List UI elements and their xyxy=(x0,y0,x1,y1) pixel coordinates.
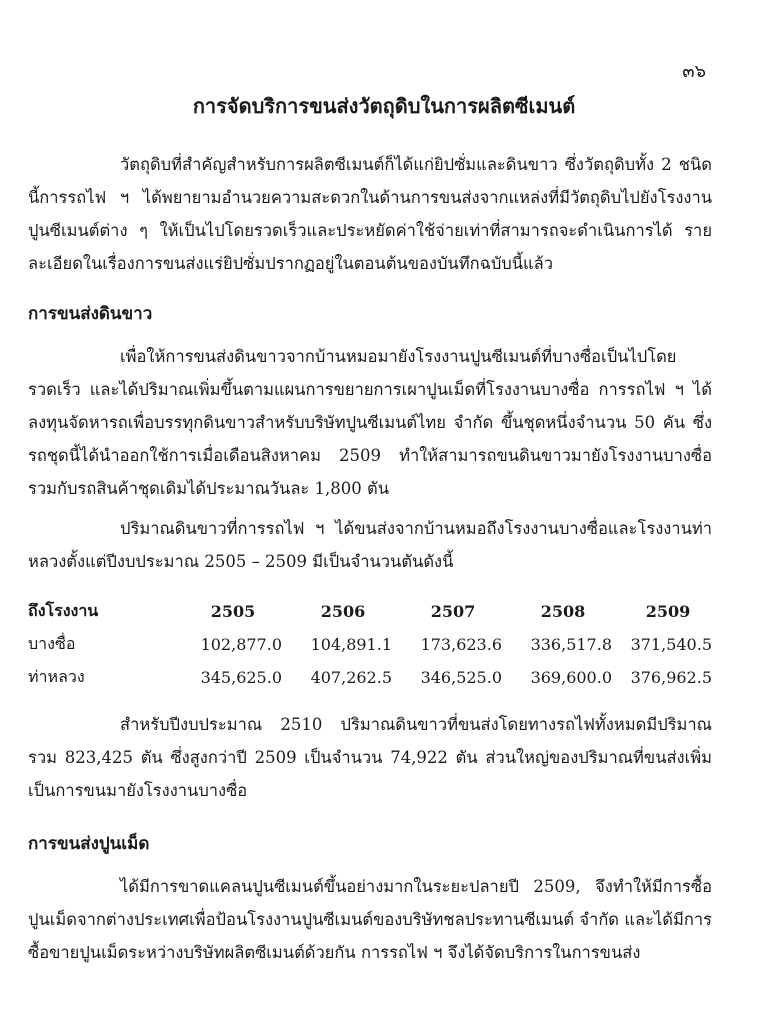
section-heading-kaolin: การขนส่งดินขาว xyxy=(28,304,153,324)
table-cell: 371,540.5 xyxy=(630,635,712,654)
table-cell: 346,525.0 xyxy=(420,668,502,687)
table-cell: 104,891.1 xyxy=(310,635,392,654)
table-cell: 102,877.0 xyxy=(200,635,282,654)
table-header-cell: 2509 xyxy=(645,602,691,621)
table-header-cell: 2505 xyxy=(210,602,256,621)
table-cell: 345,625.0 xyxy=(200,668,282,687)
kaolin-paragraph-3: สำหรับปีงบประมาณ 2510 ปริมาณดินขาวที่ขนส่งโดยทางรถไฟทั้งหมดมีปริมาณรวม 823,425 ตัน ซึ่งสูงกว่าปี 2509 เป็นจำนวน 74,922 ตัน ส่วนใหญ่ของปริมาณที่ขนส่งเพิ่มเป็นการขนมายังโรงงานบางซื่อ xyxy=(28,715,712,800)
table-cell: ท่าหลวง xyxy=(28,667,85,686)
section-heading-clinker: การขนส่งปูนเม็ด xyxy=(28,834,150,854)
intro-paragraph: วัตถุดิบที่สำคัญสำหรับการผลิตซีเมนต์ก็ได้แก่ยิปซั่มและดินขาว ซึ่งวัตถุดิบทั้ง 2 ชนิดนี้การรถไฟ ฯ ได้พยายามอำนวยความสะดวกในด้านการขนส่งจากแหล่งที่มีวัตถุดิบไปยังโรงงานปูนซีเมนต์ต่าง ๆ ให้เป็นไปโดยรวดเร็วและประหยัดค่าใช้จ่ายเท่าที่สามารถจะดำเนินการได้ รายละเอียดในเรื่องการขนส่งแร่ยิปซั่มปรากฏอยู่ในตอนต้นของบันทึกฉบับนี้แล้ว xyxy=(28,155,712,273)
table-cell: 173,623.6 xyxy=(420,635,502,654)
table-cell: 376,962.5 xyxy=(630,668,712,687)
kaolin-paragraph-2: ปริมาณดินขาวที่การรถไฟ ฯ ได้ขนส่งจากบ้านหมอถึงโรงงานบางซื่อและโรงงานท่าหลวงตั้งแต่ปีงบประมาณ 2505 – 2509 มีเป็นจำนวนตันดังนี้ xyxy=(28,519,712,571)
table-header-cell: ถึงโรงงาน xyxy=(28,601,99,620)
page-number: ๓๖ xyxy=(682,61,706,82)
kaolin-paragraph-1: เพื่อให้การขนส่งดินขาวจากบ้านหมอมายังโรงงานปูนซีเมนต์ที่บางซื่อเป็นไปโดยรวดเร็ว และได้ปริมาณเพิ่มขึ้นตามแผนการขยายการเผาปูนเม็ดที่โรงงานบางซื่อ การรถไฟ ฯ ได้ลงทุนจัดหารถเพื่อบรรทุกดินขาวสำหรับบริษัทปูนซีเมนต์ไทย จำกัด ขึ้นชุดหนึ่งจำนวน 50 คัน ซึ่งรถชุดนี้ได้นำออกใช้การเมื่อเดือนสิงหาคม 2509 ทำให้สามารถขนดินขาวมายังโรงงานบางซื่อรวมกับรถสินค้าชุดเดิมได้ประมาณวันละ 1,800 ตัน xyxy=(28,347,712,498)
table-cell: 369,600.0 xyxy=(530,668,612,687)
table-header-cell: 2507 xyxy=(430,602,476,621)
kaolin-transport-table xyxy=(28,595,718,694)
table-cell: 407,262.5 xyxy=(310,668,392,687)
table-header-row xyxy=(28,595,718,628)
table-cell: บางซื่อ xyxy=(28,634,76,653)
table-header-cell: 2506 xyxy=(320,602,366,621)
table-row xyxy=(28,661,718,694)
page-title: การจัดบริการขนส่งวัตถุดิบในการผลิตซีเมนต์ xyxy=(192,94,576,118)
table-row xyxy=(28,628,718,661)
table-cell: 336,517.8 xyxy=(530,635,612,654)
table-header-cell: 2508 xyxy=(540,602,586,621)
clinker-paragraph-1: ได้มีการขาดแคลนปูนซีเมนต์ขึ้นอย่างมากในระยะปลายปี 2509, จึงทำให้มีการซื้อปูนเม็ดจากต่างประเทศเพื่อป้อนโรงงานปูนซีเมนต์ของบริษัทชลประทานซีเมนต์ จำกัด และได้มีการซื้อขายปูนเม็ดระหว่างบริษัทผลิตซีเมนต์ด้วยกัน การรถไฟ ฯ จึงได้จัดบริการในการขนส่ง xyxy=(28,877,712,962)
